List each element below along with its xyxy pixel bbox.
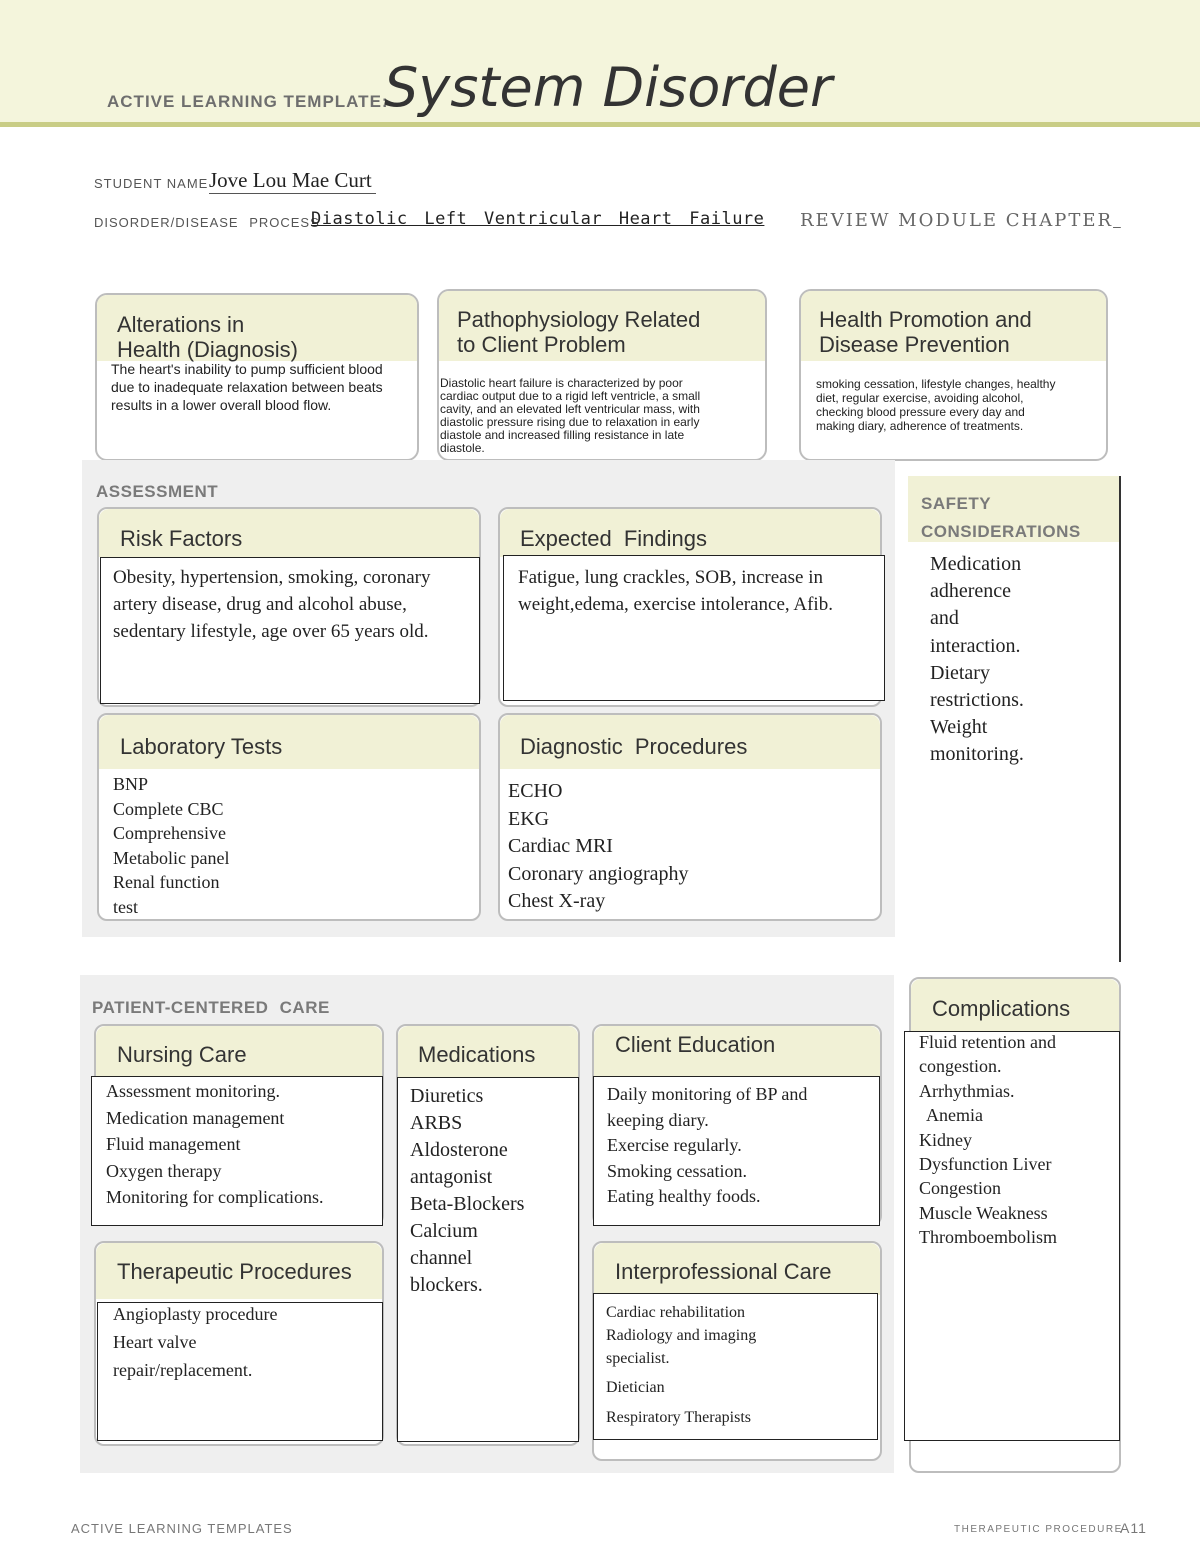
patient-care-title: PATIENT-CENTERED CARE (92, 998, 330, 1017)
list-item: Metabolic panel (113, 847, 230, 868)
diagnostic-procedures-title: Diagnostic Procedures (520, 734, 748, 759)
laboratory-tests-title: Laboratory Tests (120, 734, 283, 759)
list-item: Anemia (926, 1105, 983, 1126)
safety-title: SAFETY CONSIDERATIONS (921, 494, 1081, 541)
list-item: Heart valve (113, 1332, 197, 1352)
footer-left: ACTIVE LEARNING TEMPLATES (71, 1521, 293, 1536)
risk-factors-title: Risk Factors (120, 526, 243, 551)
list-item: Oxygen therapy (106, 1160, 222, 1181)
list-item: Comprehensive (113, 823, 226, 844)
list-item: Coronary angiography (508, 862, 689, 885)
footer-page-number: A11 (1120, 1520, 1147, 1536)
list-item: Medication (930, 553, 1022, 575)
alterations-title: Alterations in Health (Diagnosis) (117, 312, 298, 362)
interprofessional-care-title: Interprofessional Care (615, 1259, 832, 1284)
laboratory-tests-list (113, 772, 229, 917)
pathophysiology-text: Diastolic heart failure is characterized by poor cardiac output due to a rigid left ventricle, a small cavity, and an elevated left ventricular mass, with diastolic pressure rising due to relaxation in early diastole and increased filling resistance in late diastole. (440, 376, 701, 455)
assessment-title: ASSESSMENT (96, 482, 219, 501)
list-item: Chest X-ray (508, 890, 606, 912)
list-item: Radiology and imaging (606, 1327, 757, 1344)
list-item: interaction. (930, 634, 1021, 657)
list-item: antagonist (410, 1166, 493, 1188)
nursing-care-list (106, 1078, 323, 1211)
list-item: Beta-Blockers (410, 1193, 525, 1215)
list-item: Calcium (410, 1220, 478, 1242)
list-item: Dietician (606, 1379, 665, 1396)
disease-field[interactable]: Diastolic Left Ventricular Heart Failure (311, 209, 765, 229)
client-education-list (607, 1082, 807, 1210)
pathophysiology-title: Pathophysiology Related to Client Problem (457, 307, 701, 357)
list-item: channel (410, 1247, 473, 1269)
list-item: Muscle Weakness (919, 1202, 1048, 1223)
list-item: Cardiac rehabilitation (606, 1304, 746, 1321)
risk-factors-text: Obesity, hypertension, smoking, coronary artery disease, drug and alcohol abuse, sedentary lifestyle, age over 65 years old. (113, 567, 431, 642)
list-item: Cardiac MRI (508, 835, 613, 857)
list-item: Complete CBC (113, 798, 224, 819)
list-item: restrictions. (930, 689, 1024, 712)
list-item: Diuretics (410, 1085, 484, 1107)
list-item: Renal function (113, 872, 220, 893)
list-item: ECHO (508, 780, 563, 802)
health-promotion-text: smoking cessation, lifestyle changes, healthy diet, regular exercise, avoiding alcohol, checking blood pressure every day and making diary, adherence of treatments. (816, 377, 1056, 433)
list-item: test (113, 896, 138, 917)
list-item: and (930, 607, 959, 630)
list-item: blockers. (410, 1274, 483, 1296)
list-item: Monitoring for complications. (106, 1187, 324, 1207)
list-item: keeping diary. (607, 1109, 709, 1130)
list-item: Dysfunction Liver (919, 1154, 1052, 1175)
medications-title: Medications (418, 1042, 536, 1067)
complications-list (919, 1030, 1057, 1250)
list-item: Aldosterone (410, 1139, 508, 1161)
expected-findings-title: Expected Findings (520, 526, 707, 551)
therapeutic-procedures-title: Therapeutic Procedures (117, 1259, 352, 1284)
list-item: Assessment monitoring. (106, 1081, 280, 1101)
disease-label: DISORDER/DISEASE PROCESS (94, 215, 320, 230)
list-item: Arrhythmias. (919, 1080, 1015, 1101)
list-item: congestion. (919, 1056, 1002, 1077)
safety-list (930, 551, 1024, 769)
complications-title: Complications (932, 996, 1071, 1021)
list-item: Kidney (919, 1129, 972, 1150)
student-name-field[interactable]: Jove Lou Mae Curt (209, 168, 376, 194)
client-education-title: Client Education (615, 1032, 776, 1057)
list-item: Medication management (106, 1107, 285, 1128)
list-item: Fluid management (106, 1134, 241, 1154)
list-item: Angioplasty procedure (113, 1304, 278, 1324)
list-item: specialist. (606, 1350, 670, 1367)
list-item: ARBS (410, 1112, 463, 1134)
header-rule (0, 122, 1200, 127)
list-item: Respiratory Therapists (606, 1409, 752, 1426)
diagnostic-procedures-list (508, 778, 689, 916)
medications-list (410, 1083, 524, 1299)
list-item: Eating healthy foods. (607, 1186, 761, 1206)
list-item: adherence (930, 580, 1012, 603)
expected-findings-text: Fatigue, lung crackles, SOB, increase in weight,edema, exercise intolerance, Afib. (518, 567, 833, 615)
list-item: BNP (113, 774, 149, 794)
page-title: System Disorder (384, 56, 833, 119)
list-item: Fluid retention and (919, 1032, 1056, 1052)
interprofessional-care-list (606, 1301, 756, 1429)
list-item: Congestion (919, 1178, 1002, 1199)
list-item: Exercise regularly. (607, 1135, 742, 1155)
student-name-label: STUDENT NAME (94, 176, 209, 191)
list-item: Dietary (930, 661, 990, 684)
list-item: Smoking cessation. (607, 1160, 747, 1181)
template-label: ACTIVE LEARNING TEMPLATE: (107, 92, 389, 111)
list-item: EKG (508, 807, 550, 830)
health-promotion-title: Health Promotion and Disease Prevention (819, 307, 1032, 357)
list-item: Daily monitoring of BP and (607, 1084, 808, 1104)
list-item: repair/replacement. (113, 1360, 253, 1380)
list-item: monitoring. (930, 743, 1024, 766)
review-module-label: REVIEW MODULE CHAPTER (800, 210, 1114, 231)
alterations-text: The heart's inability to pump sufficient blood due to inadequate relaxation between beats results in a lower overall blood flow. (111, 361, 383, 413)
list-item: Thromboembolism (919, 1227, 1057, 1248)
footer-procedure-label: THERAPEUTIC PROCEDURE (954, 1524, 1123, 1535)
therapeutic-procedures-list (113, 1300, 277, 1384)
nursing-care-title: Nursing Care (117, 1042, 247, 1067)
list-item: Weight (930, 716, 988, 739)
